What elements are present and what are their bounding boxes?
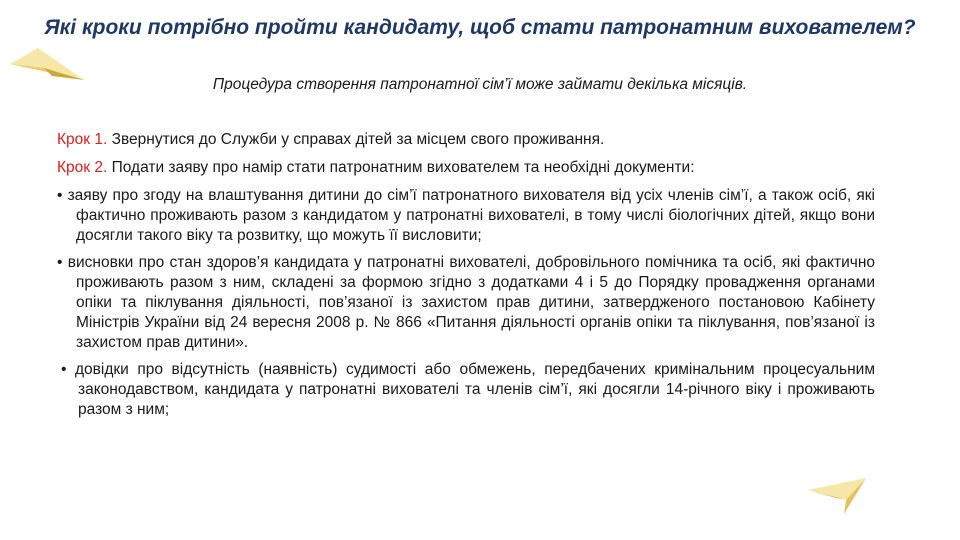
list-item: • довідки про відсутність (наявність) судимості або обмежень, передбачених кримінальним процесуальним законодавством, кандидата у патронатні вихователі та членів сім’ї, які досягли 14-річного віку і проживають разом з ним;: [61, 361, 875, 418]
page-subtitle: Процедура створення патронатної сім’ї може займати декілька місяців.: [212, 76, 748, 93]
document-body: [57, 130, 875, 427]
paper-plane-icon: [806, 476, 868, 518]
step-text: Звернутися до Служби у справах дітей за місцем свого проживання.: [107, 131, 605, 148]
step-2: [57, 158, 875, 178]
step-1: [57, 130, 875, 150]
step-label: Крок 2.: [57, 159, 108, 176]
list-item: • висновки про стан здоров’я кандидата у патронатні вихователі, добровільного помічника та осіб, які фактично проживають разом з ним, складені за формою згідно з додатками 4 і 5 до Порядку провадження органами опіки та піклування діяльності, пов’язаної із захистом прав дитини, затвердженого постановою Кабінету Міністрів України від 24 вересня 2008 р. № 866 «Питання діяльності органів опіки та піклування, пов’язаної із захистом прав дитини».: [57, 254, 875, 351]
list-item: • заяву про згоду на влаштування дитини до сім’ї патронатного вихователя від усіх членів сім’ї, а також осіб, які фактично проживають разом з кандидатом у патронатні вихователі, в тому числі біологічних дітей, якщо вони досягли такого віку та розвитку, що можуть її висловити;: [57, 187, 875, 244]
step-text: Подати заяву про намір стати патронатним вихователем та необхідні документи:: [107, 159, 695, 176]
step-label: Крок 1.: [57, 131, 108, 148]
page-title: Які кроки потрібно пройти кандидату, щоб стати патронатним вихователем?: [44, 16, 916, 39]
